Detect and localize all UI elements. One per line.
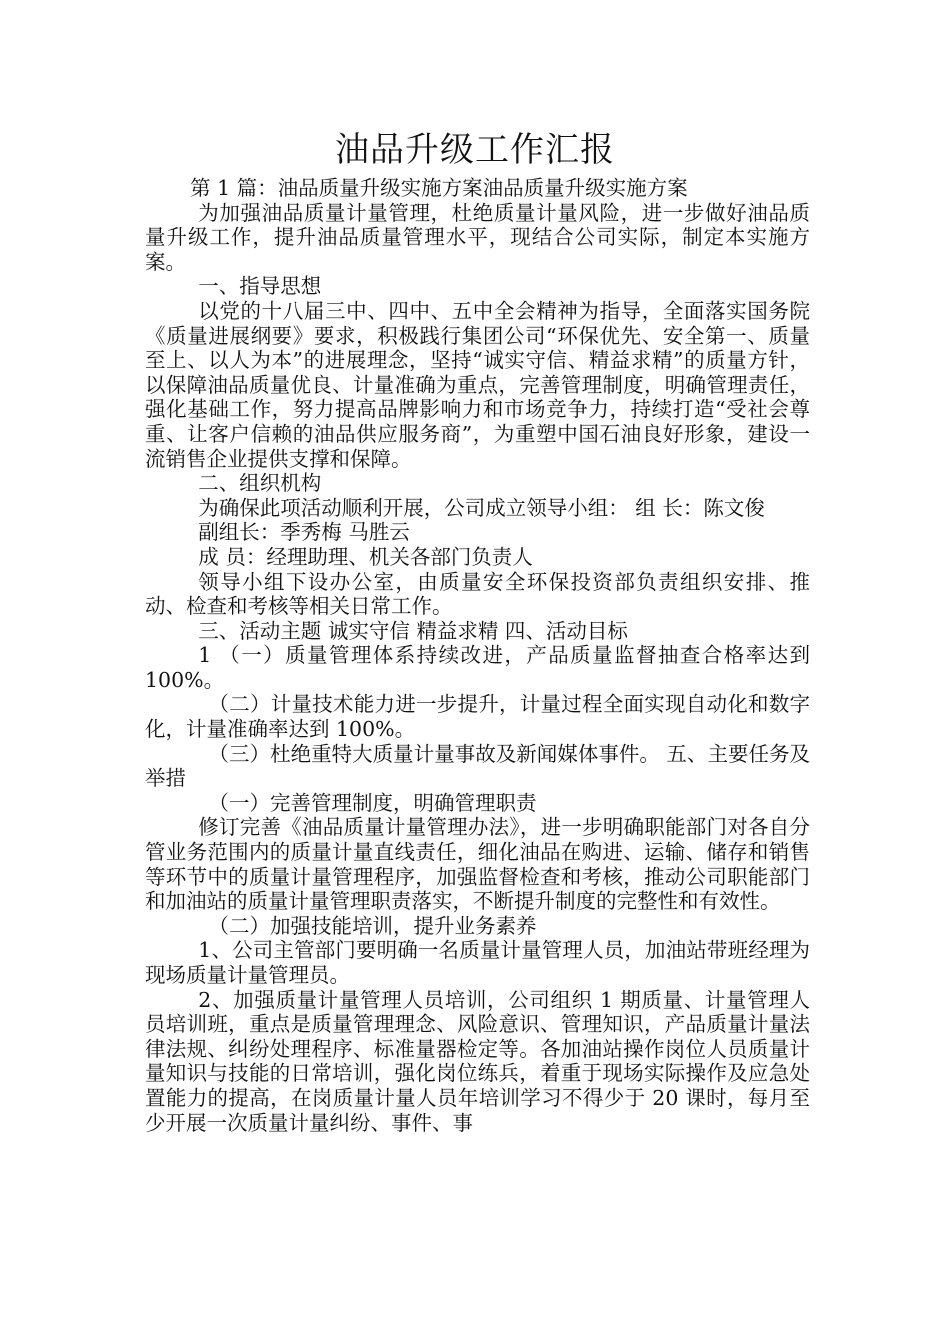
office-paragraph: 领导小组下设办公室，由质量安全环保投资部负责组织安排、推动、检查和考核等相关日常工作。 bbox=[145, 569, 810, 619]
section-heading-theme-goals: 三、活动主题 诚实守信 精益求精 四、活动目标 bbox=[198, 618, 628, 643]
task-2-item-1: 1、公司主管部门要明确一名质量计量管理人员，加油站带班经理为现场质量计量管理员。 bbox=[145, 938, 810, 987]
task-heading-1: （一）完善管理制度，明确管理职责 bbox=[208, 790, 537, 815]
document-body bbox=[145, 176, 810, 1135]
deputy-leaders-line: 副组长：季秀梅 马胜云 bbox=[198, 520, 410, 545]
section-heading-guiding-ideology: 一、指导思想 bbox=[198, 274, 322, 299]
task-2-item-2: 2、加强质量计量管理人员培训，公司组织 1 期质量、计量管理人员培训班，重点是质量管理理念、风险意识、管理知识，产品质量计量法律法规、纠纷处理程序、标准量器检定等。各加油站操作岗位人员质量计量知识与技能的日常培训，强化岗位练兵，着重于现场实际操作及应急处置能力的提高，在岗质量计量人员年培训学习不得少于 20 课时，每月至少开展一次质量计量纠纷、事件、事 bbox=[145, 987, 810, 1135]
task-heading-2: （二）加强技能培训，提升业务素养 bbox=[208, 913, 537, 938]
task-1-paragraph: 修订完善《油品质量计量管理办法》，进一步明确职能部门对各自分管业务范围内的质量计量直线责任，细化油品在购进、运输、储存和销售等环节中的质量计量管理程序，加强监督检查和考核，推动公司职能部门和加油站的质量计量管理职责落实，不断提升制度的完整性和有效性。 bbox=[145, 815, 810, 914]
goal-item-3: （三）杜绝重特大质量计量事故及新闻媒体事件。 五、主要任务及举措 bbox=[145, 741, 810, 791]
organization-paragraph: 为确保此项活动顺利开展，公司成立领导小组： 组 长：陈文俊 bbox=[198, 495, 765, 520]
chapter-heading: 第 1 篇：油品质量升级实施方案油品质量升级实施方案 bbox=[190, 176, 688, 200]
goal-item-1: 1 （一）质量管理体系持续改进，产品质量监督抽查合格率达到 100%。 bbox=[145, 643, 810, 692]
section-heading-organization: 二、组织机构 bbox=[198, 471, 322, 496]
members-line: 成 员：经理助理、机关各部门负责人 bbox=[198, 544, 533, 569]
document-title: 油品升级工作汇报 bbox=[335, 130, 615, 170]
intro-paragraph: 为加强油品质量计量管理，杜绝质量计量风险，进一步做好油品质量升级工作，提升油品质量管理水平，现结合公司实际，制定本实施方案。 bbox=[145, 200, 810, 274]
guiding-ideology-paragraph: 以党的十八届三中、四中、五中全会精神为指导，全面落实国务院《质量进展纲要》要求，积极践行集团公司“环保优先、安全第一、质量至上、以人为本”的进展理念，坚持“诚实守信、精益求精”的质量方针，以保障油品质量优良、计量准确为重点，完善管理制度，明确管理责任，强化基础工作，努力提高品牌影响力和市场竞争力，持续打造“受社会尊重、让客户信赖的油品供应服务商”，为重塑中国石油良好形象，建设一流销售企业提供支撑和保障。 bbox=[145, 298, 810, 471]
goal-item-2: （二）计量技术能力进一步提升，计量过程全面实现自动化和数字化，计量准确率达到 100%。 bbox=[145, 692, 810, 742]
